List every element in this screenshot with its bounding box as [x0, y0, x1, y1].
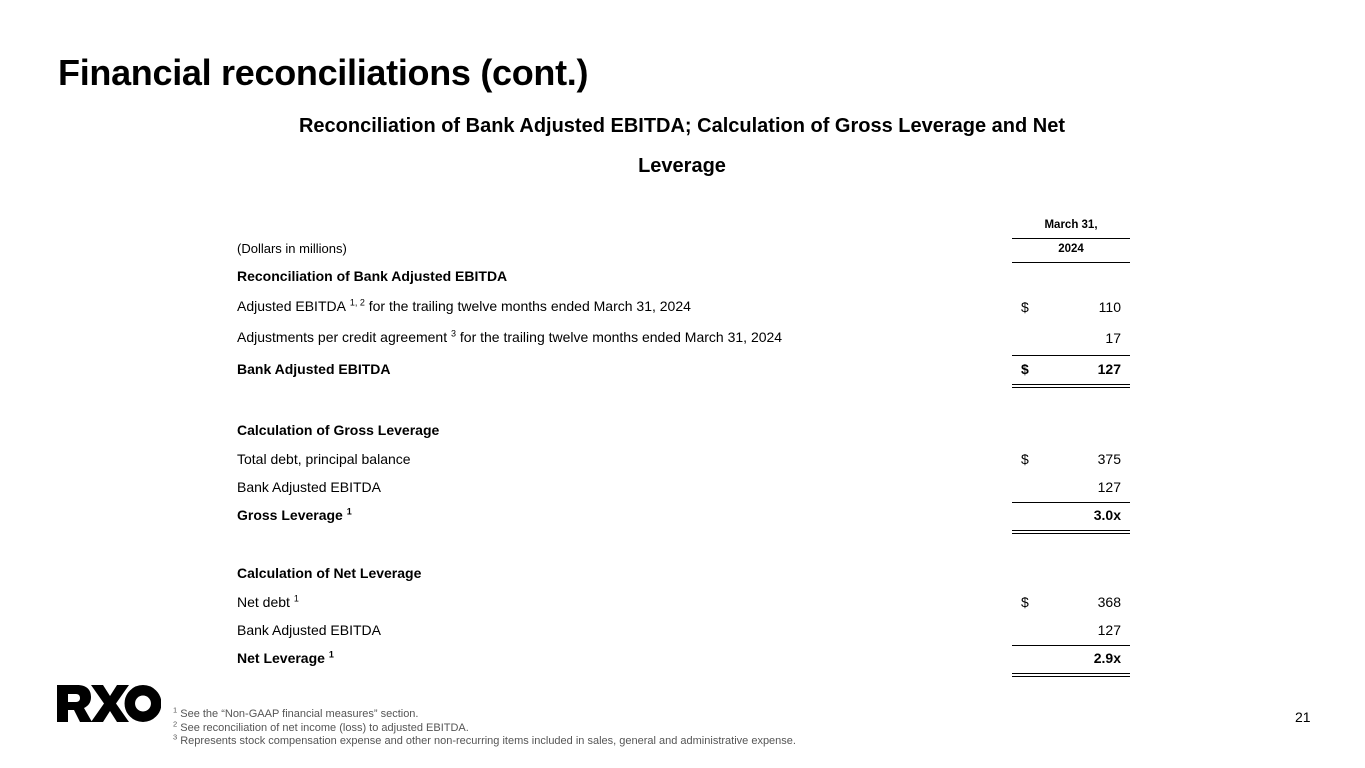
- page-number: 21: [1295, 709, 1311, 725]
- header-rule: [1012, 262, 1130, 263]
- value-bank-adjusted-ebitda: 127: [1097, 361, 1121, 377]
- page-title: Financial reconciliations (cont.): [58, 52, 589, 93]
- value-net-debt: 368: [1097, 594, 1121, 610]
- currency-symbol: $: [1021, 594, 1029, 610]
- row-label-gross-leverage: Gross Leverage $^1$: [237, 506, 352, 523]
- row-label-credit-adjustments: Adjustments per credit agreement $^3$ for the trailing twelve months ended March 31, 2024: [237, 328, 783, 345]
- section-heading-net-leverage: Calculation of Net Leverage: [237, 565, 422, 581]
- value-bank-adjusted-ebitda: 127: [1097, 479, 1121, 495]
- footnote-2: $^2$ See reconciliation of net income (loss) to adjusted EBITDA.: [173, 718, 469, 734]
- currency-symbol: $: [1021, 451, 1029, 467]
- value-total-debt: 375: [1097, 451, 1121, 467]
- value-gross-leverage: 3.0x: [1093, 507, 1121, 523]
- row-label-net-debt: Net debt $^1$: [237, 593, 299, 610]
- value-bank-adjusted-ebitda: 127: [1097, 622, 1121, 638]
- row-label-bank-adjusted-ebitda: Bank Adjusted EBITDA: [237, 479, 381, 495]
- footnote-3: $^3$ Represents stock compensation expense and other non-recurring items included in sales, general and administrative expense.: [173, 732, 796, 747]
- row-label-adjusted-ebitda: Adjusted EBITDA $^{1, 2}$ for the trailing twelve months ended March 31, 2024: [237, 297, 691, 314]
- currency-symbol: $: [1021, 361, 1029, 377]
- section-heading-gross-leverage: Calculation of Gross Leverage: [237, 422, 440, 438]
- row-label-bank-adjusted-ebitda: Bank Adjusted EBITDA: [237, 622, 381, 638]
- value-adjusted-ebitda: 110: [1098, 299, 1121, 315]
- value-credit-adjustments: 17: [1105, 330, 1121, 346]
- row-label-bank-adjusted-ebitda: Bank Adjusted EBITDA: [237, 361, 391, 377]
- total-double-rule: [1012, 530, 1130, 534]
- total-double-rule: [1012, 673, 1130, 677]
- footnote-1: $^1$ See the “Non-GAAP financial measures” section.: [173, 705, 419, 720]
- units-label: (Dollars in millions): [237, 241, 347, 256]
- subtotal-rule: [1012, 645, 1130, 646]
- subtotal-rule: [1012, 502, 1130, 503]
- column-header-year: 2024: [1058, 243, 1084, 255]
- row-label-total-debt: Total debt, principal balance: [237, 451, 411, 467]
- value-net-leverage: 2.9x: [1093, 650, 1121, 666]
- table-subtitle: Reconciliation of Bank Adjusted EBITDA; Calculation of Gross Leverage and Net Leverage: [298, 115, 1066, 177]
- footnotes: [173, 705, 796, 749]
- currency-symbol: $: [1021, 299, 1029, 315]
- rxo-logo: [57, 685, 161, 723]
- subtotal-rule: [1012, 355, 1130, 356]
- header-rule: [1012, 238, 1130, 239]
- total-double-rule: [1012, 384, 1130, 388]
- row-label-net-leverage: Net Leverage $^1$: [237, 649, 334, 666]
- column-header-date: March 31,: [1044, 219, 1098, 231]
- section-heading-ebitda: Reconciliation of Bank Adjusted EBITDA: [237, 268, 508, 284]
